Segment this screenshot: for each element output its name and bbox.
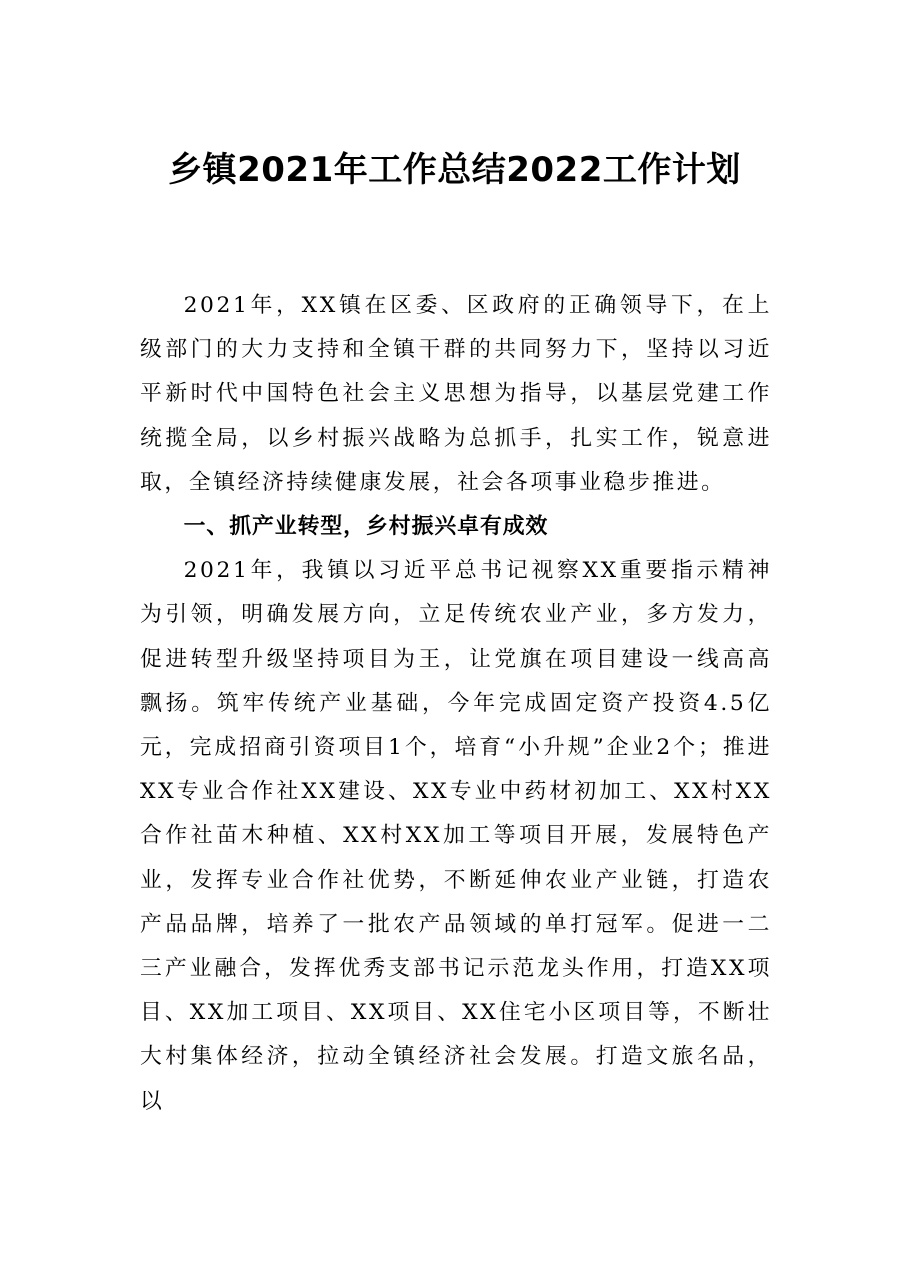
- document-body: [140, 284, 772, 1124]
- document-title: 乡镇2021年工作总结2022工作计划: [168, 150, 741, 190]
- intro-paragraph: 2021年，XX镇在区委、区政府的正确领导下，在上级部门的大力支持和全镇干群的共同努力下，坚持以习近平新时代中国特色社会主义思想为指导，以基层党建工作统揽全局，以乡村振兴战略为总抓手，扎实工作，锐意进取，全镇经济持续健康发展，社会各项事业稳步推进。: [140, 293, 772, 495]
- section-heading-1: 一、抓产业转型，乡村振兴卓有成效: [183, 514, 549, 540]
- section-1-paragraph: 2021年，我镇以习近平总书记视察XX重要指示精神为引领，明确发展方向，立足传统农业产业，多方发力，促进转型升级坚持项目为王，让党旗在项目建设一线高高飘扬。筑牢传统产业基础，今年完成固定资产投资4.5亿元，完成招商引资项目1个，培育“小升规”企业2个；推进XX专业合作社XX建设、XX专业中药材初加工、XX村XX合作社苗木种植、XX村XX加工等项目开展，发展特色产业，发挥专业合作社优势，不断延伸农业产业链，打造农产品品牌，培养了一批农产品领域的单打冠军。促进一二三产业融合，发挥优秀支部书记示范龙头作用，打造XX项目、XX加工项目、XX项目、XX住宅小区项目等，不断壮大村集体经济，拉动全镇经济社会发展。打造文旅名品，以: [140, 558, 772, 1114]
